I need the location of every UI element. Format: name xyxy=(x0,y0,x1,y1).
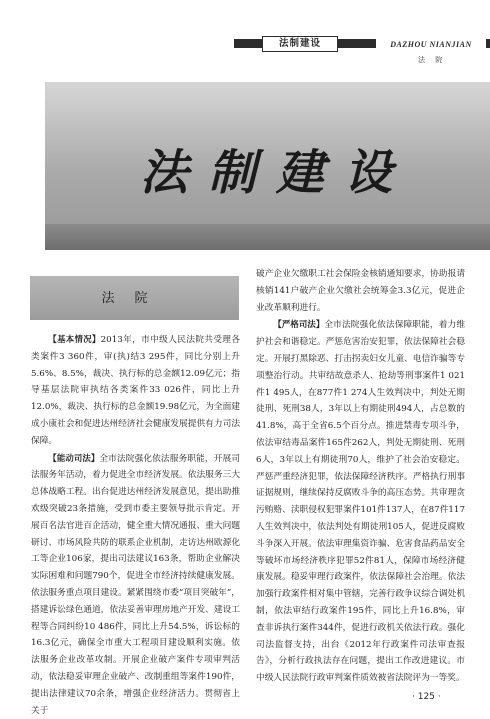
paragraph-basic xyxy=(31,331,240,450)
section-heading-box xyxy=(30,276,239,320)
yearbook-brand: DAZHOU NIANJIAN xyxy=(376,38,486,51)
right-column xyxy=(256,266,465,687)
chapter-title: 法制建设 xyxy=(140,145,413,201)
header-sub: 法 院 xyxy=(418,56,447,64)
text-strict-justice: 全市法院强化依法保障职能，着力维护社会和谐稳定。严惩危害治安犯罪，依法保障社会稳定。开展打黑除恶、打击拐卖妇女儿童、电信诈骗等专项整治行动。共审结故意杀人、抢劫等刑事案件1 021件1 495人，在877件1 274人生效判决中，判处无期徒刑、死刑38人，3年以上有期徒刑494人，占总数的41.8%，高于全省6.5个百分点。推进禁毒专项斗争，依法审结毒品案件165件262人，判处无期徒刑、死刑6人，3年以上有期徒刑70人，维护了社会治安稳定。严惩严重经济犯罪，依法保障经济秩序。严格执行刑事证据规则，继续保持反腐败斗争的高压态势。共审理贪污贿赂、渎职侵权犯罪案件101件137人，在87件117人生效判决中，依法判处有期徒刑105人，促进反腐败斗争深入开展。依法审理集资诈骗、危害食品药品安全等破坏市场经济秩序犯罪52件81人，保障市场经济健康发展。稳妥审理行政案件，依法保障社会治理。依法加强行政案件相对集中管辖，完善行政争议综合调处机制，依法审结行政案件195件，同比上升16.8%，审查非诉执行案件344件，促进行政机关依法行政。强化司法监督支持，出台《2012年行政案件司法审查报告》，分析行政执法存在问题，提出工作改进建议。市中级人民法院行政审判案件质效被省法院评为一等奖。 xyxy=(256,320,466,684)
tag-active-justice: 【能动司法】 xyxy=(48,452,100,463)
page-number: · 125 · xyxy=(412,692,441,702)
paragraph-active-justice xyxy=(31,450,240,719)
chapter-banner xyxy=(45,82,490,250)
text-active-justice: 全市法院强化依法服务职能，开展司法服务年活动，着力促进全市经济发展。依法服务三大总体战略工程。出台促进达州经济发展意见，提出助推欢级突破23条措施，受到市委主要领导批示肯定。开展百名法官进百企活动，健全重大情况通报、重大问题研讨、市场风险共防的联系企业机制，走访达州欧源化工等企业106家，提出司法建议163条，帮助企业解决实际困难和问题790个，促进全市经济持续健康发展。依法服务重点项目建设。紧紧围绕市委“项目突破年”，搭建诉讼绿色通道，依法妥善审理房地产开发、建设工程等合同纠纷10 486件，同比上升54.5%，诉讼标的16.3亿元，确保全市重大工程项目建设顺利实施。依法服务企业改革攻制。开展企业破产案件专项审判活动，依法稳妥审理企业破产、改制重组等案件190件，提出法律建议70余条，增强企业经济活力。贯彻省上关于 xyxy=(31,453,241,716)
tag-basic: 【基本情况】 xyxy=(48,334,101,344)
section-tab-label: 法制建设 xyxy=(262,36,338,52)
tag-strict-justice: 【严格司法】 xyxy=(273,319,325,330)
banner-strip xyxy=(45,224,490,250)
left-column xyxy=(31,331,240,719)
text-continued: 破产企业欠缴职工社会保险金核销通知要求，协助报请核销141户破产企业欠缴社会统筹金3.3亿元，促进企业改革顺利进行。 xyxy=(256,269,465,313)
paragraph-continued xyxy=(256,266,465,316)
text-basic: 2013年，市中级人民法院共受理各类案件3 360件，审(执)结3 295件，同比分别上升5.6%、8.5%，裁决、执行标的总金额12.09亿元；指导基层法院审执结各类案件33 026件，同比上升12.0%，裁决、执行标的总金额19.98亿元，为全面建成小康社会和促进达州经济社会健康发展提供有力司法保障。 xyxy=(31,335,241,446)
section-title: 法院 xyxy=(101,291,168,306)
paragraph-strict-justice xyxy=(256,316,465,687)
